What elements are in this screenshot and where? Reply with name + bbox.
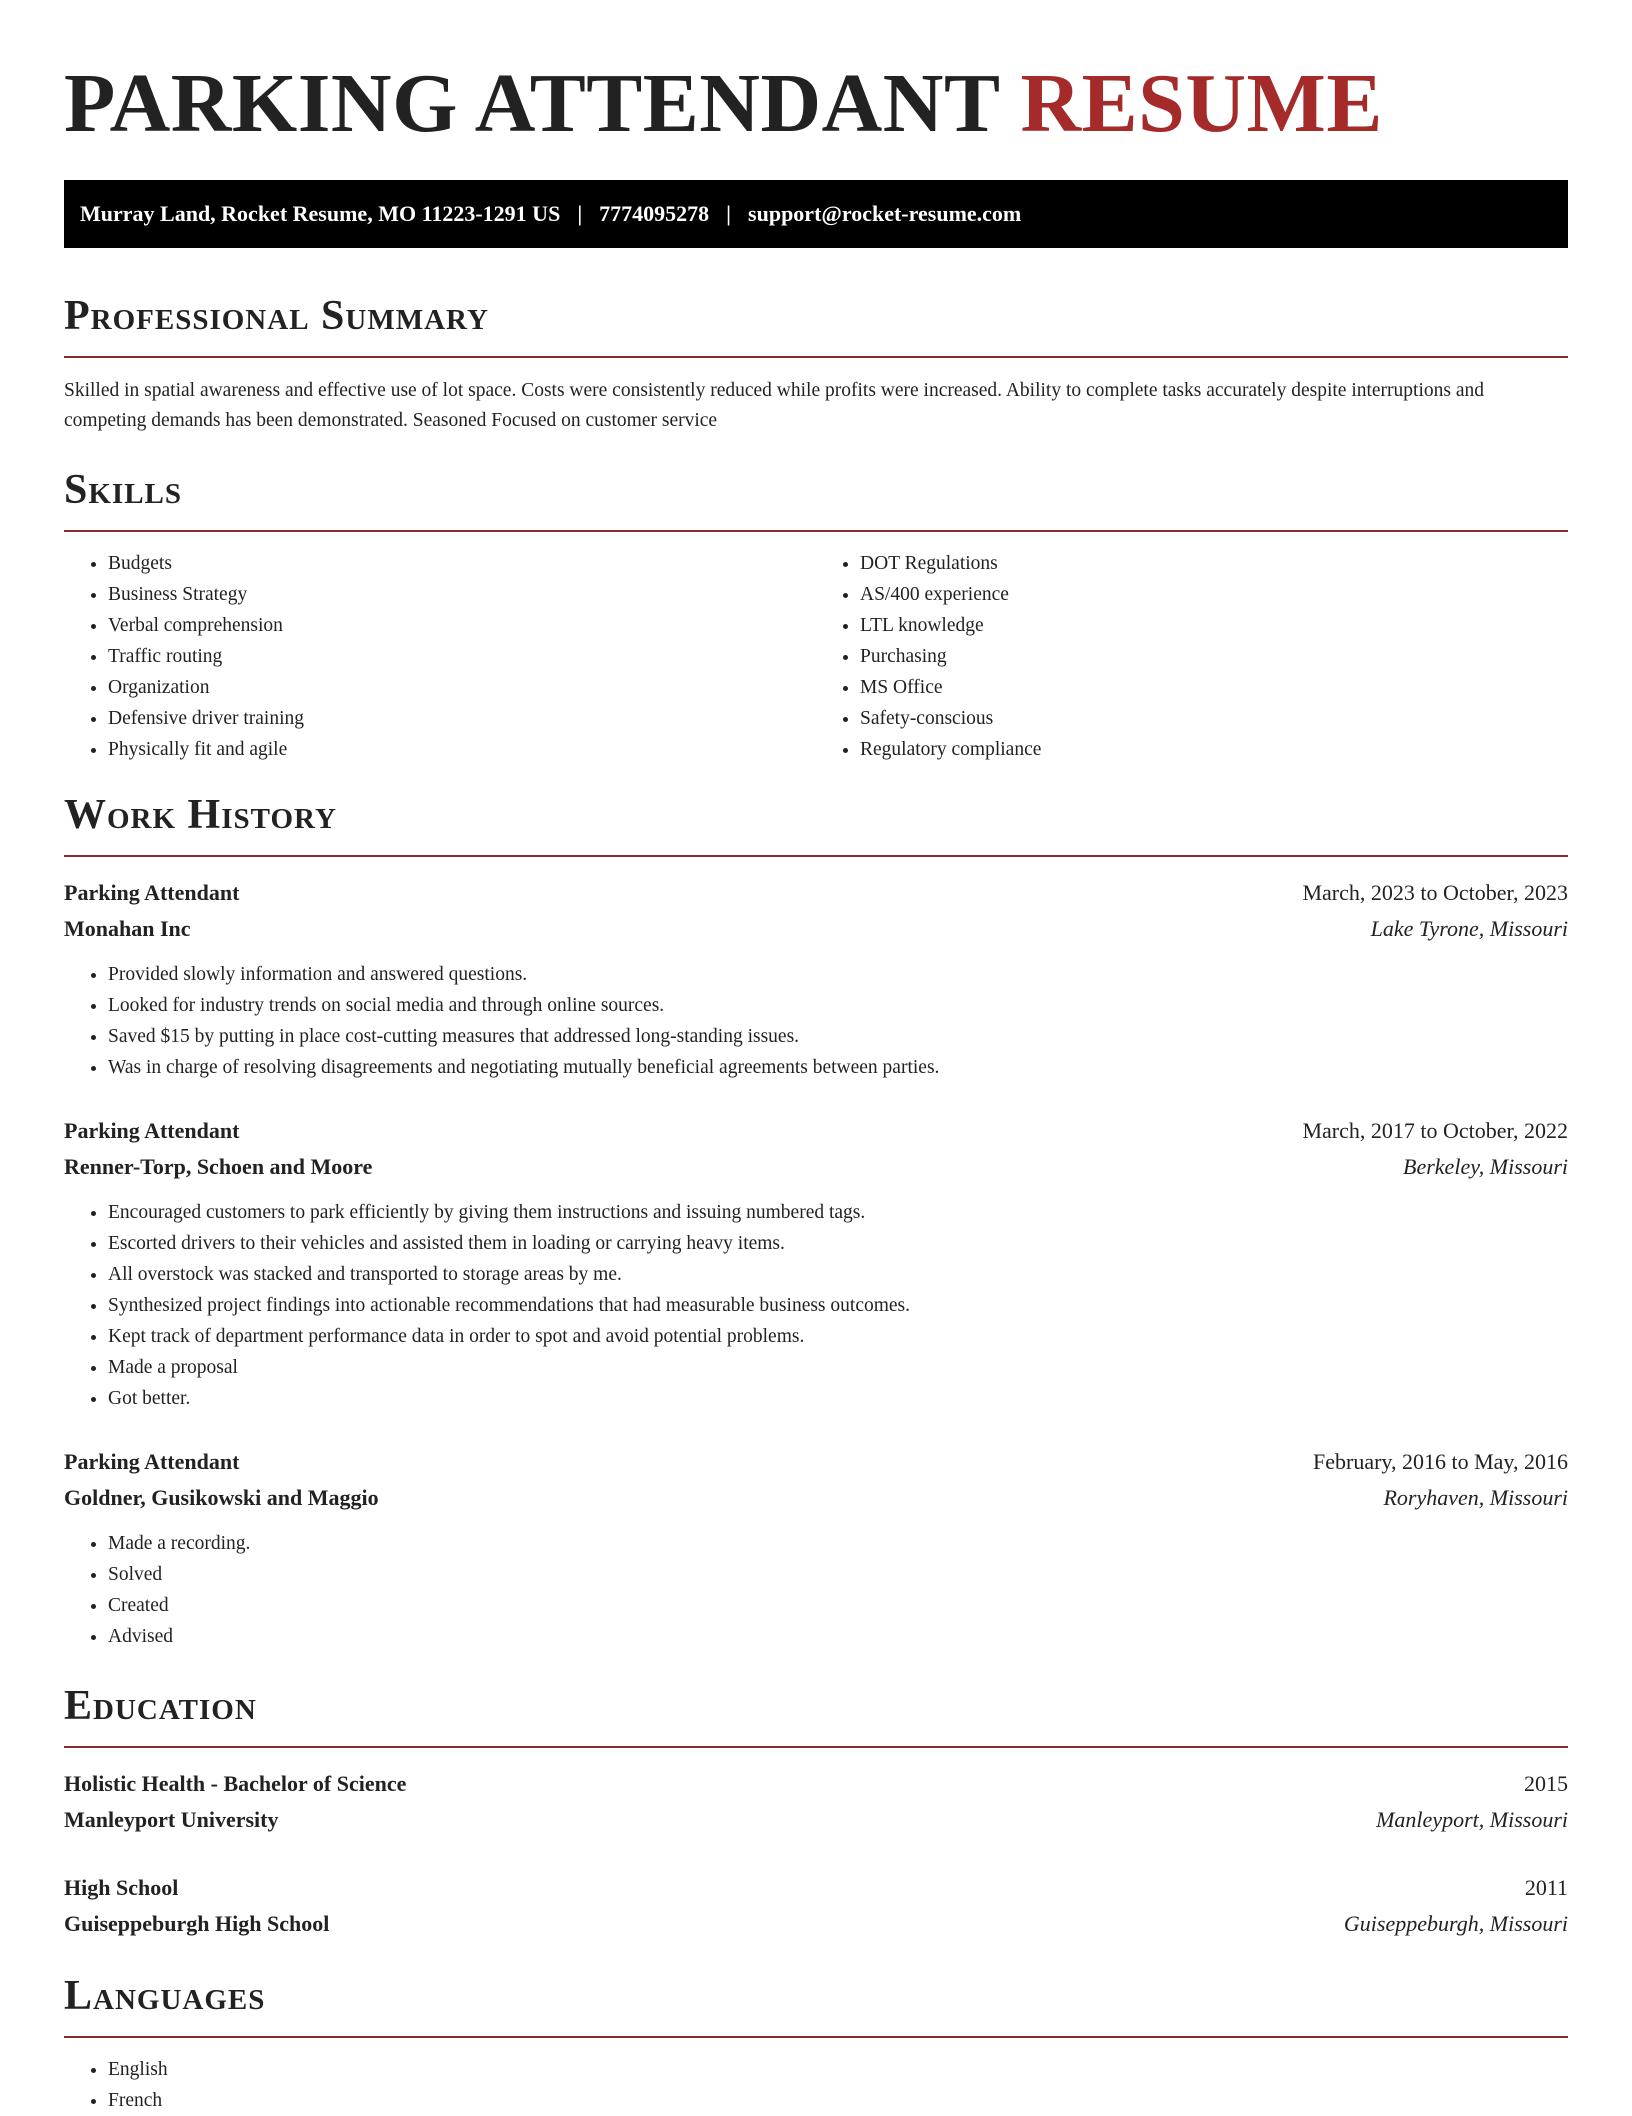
resume-title bbox=[64, 56, 1568, 152]
work-section bbox=[64, 789, 1568, 1652]
job-bullet: • Created bbox=[108, 1590, 1568, 1621]
job-company: Renner-Torp, Schoen and Moore bbox=[64, 1154, 373, 1179]
skill-item: • Organization bbox=[108, 672, 816, 703]
skill-item: • Purchasing bbox=[860, 641, 1568, 672]
skills-list-right bbox=[816, 548, 1568, 765]
summary-section bbox=[64, 290, 1568, 436]
skill-item: • Budgets bbox=[108, 548, 816, 579]
job-dates: March, 2017 to October, 2022 bbox=[1302, 1118, 1568, 1143]
skill-item: • Traffic routing bbox=[108, 641, 816, 672]
job-dates: March, 2023 to October, 2023 bbox=[1302, 880, 1568, 905]
job-bullet: • All overstock was stacked and transported to storage areas by me. bbox=[108, 1259, 1568, 1290]
section-divider bbox=[64, 855, 1568, 857]
job-bullet: • Saved $15 by putting in place cost-cutting measures that addressed long-standing issues. bbox=[108, 1021, 1568, 1052]
skills-list-left bbox=[64, 548, 816, 765]
contact-phone: 7774095278 bbox=[599, 201, 710, 226]
languages-heading: Languages bbox=[64, 1973, 266, 2019]
education-degree: High School bbox=[64, 1875, 179, 1900]
education-degree-row bbox=[64, 1870, 1568, 1906]
education-degree-row bbox=[64, 1766, 1568, 1802]
job-title: Parking Attendant bbox=[64, 1118, 240, 1143]
contact-address: Murray Land, Rocket Resume, MO 11223-1291 US bbox=[80, 201, 561, 226]
job-bullet: • Advised bbox=[108, 1621, 1568, 1652]
job-bullets bbox=[64, 1528, 1568, 1652]
job-company: Monahan Inc bbox=[64, 916, 191, 941]
job-bullet: • Got better. bbox=[108, 1383, 1568, 1414]
skills-section bbox=[64, 464, 1568, 765]
job-bullet: • Looked for industry trends on social media and through online sources. bbox=[108, 990, 1568, 1021]
education-location: Guiseppeburgh, Missouri bbox=[1343, 1911, 1568, 1936]
education-degree: Holistic Health - Bachelor of Science bbox=[64, 1771, 407, 1796]
job-entry bbox=[64, 1444, 1568, 1652]
job-bullet: • Synthesized project findings into actionable recommendations that had measurable business outcomes. bbox=[108, 1290, 1568, 1321]
job-bullet: • Solved bbox=[108, 1559, 1568, 1590]
job-entry bbox=[64, 875, 1568, 1083]
summary-text: Skilled in spatial awareness and effective use of lot space. Costs were consistently reduced while profits were increased. Ability to complete tasks accurately despite interruptions and competing demands has been demonstrated. Seasoned Focused on customer service bbox=[64, 380, 1484, 431]
job-title-row bbox=[64, 875, 1568, 911]
job-bullet: • Encouraged customers to park efficiently by giving them instructions and issuing numbered tags. bbox=[108, 1197, 1568, 1228]
job-dates: February, 2016 to May, 2016 bbox=[1313, 1449, 1568, 1474]
education-section bbox=[64, 1680, 1568, 1942]
job-company-row bbox=[64, 1149, 1568, 1185]
skills-grid bbox=[64, 548, 1568, 765]
title-accent: RESUME bbox=[1020, 57, 1383, 150]
job-bullets bbox=[64, 1197, 1568, 1414]
job-bullet: • Made a proposal bbox=[108, 1352, 1568, 1383]
job-title: Parking Attendant bbox=[64, 880, 240, 905]
contact-email[interactable]: support@rocket-resume.com bbox=[748, 201, 1022, 226]
education-location: Manleyport, Missouri bbox=[1376, 1807, 1568, 1832]
language-item: • English bbox=[108, 2054, 1568, 2085]
job-bullet: • Provided slowly information and answered questions. bbox=[108, 959, 1568, 990]
section-divider bbox=[64, 356, 1568, 358]
education-year: 2011 bbox=[1524, 1875, 1568, 1900]
languages-list bbox=[64, 2054, 1568, 2116]
education-heading: Education bbox=[64, 1683, 257, 1729]
section-divider bbox=[64, 530, 1568, 532]
skill-item: • Safety-conscious bbox=[860, 703, 1568, 734]
section-divider bbox=[64, 1746, 1568, 1748]
job-bullet: • Escorted drivers to their vehicles and assisted them in loading or carrying heavy items. bbox=[108, 1228, 1568, 1259]
job-title-row bbox=[64, 1113, 1568, 1149]
job-bullet: • Made a recording. bbox=[108, 1528, 1568, 1559]
job-bullet: • Kept track of department performance data in order to spot and avoid potential problems. bbox=[108, 1321, 1568, 1352]
education-school-row bbox=[64, 1906, 1568, 1942]
title-main: PARKING ATTENDANT bbox=[64, 57, 999, 150]
section-divider bbox=[64, 2036, 1568, 2038]
job-company-row bbox=[64, 911, 1568, 947]
job-bullets bbox=[64, 959, 1568, 1083]
skill-item: • Defensive driver training bbox=[108, 703, 816, 734]
skill-item: • Business Strategy bbox=[108, 579, 816, 610]
contact-separator: | bbox=[577, 201, 583, 226]
contact-separator: | bbox=[726, 201, 732, 226]
job-location: Lake Tyrone, Missouri bbox=[1370, 916, 1568, 941]
job-company-row bbox=[64, 1480, 1568, 1516]
skill-item: • MS Office bbox=[860, 672, 1568, 703]
education-school: Manleyport University bbox=[64, 1807, 279, 1832]
language-item: • French bbox=[108, 2085, 1568, 2116]
job-title-row bbox=[64, 1444, 1568, 1480]
job-title: Parking Attendant bbox=[64, 1449, 240, 1474]
skill-item: • Verbal comprehension bbox=[108, 610, 816, 641]
skill-item: • DOT Regulations bbox=[860, 548, 1568, 579]
languages-section bbox=[64, 1970, 1568, 2116]
summary-heading: Professional Summary bbox=[64, 293, 489, 339]
job-bullet: • Was in charge of resolving disagreements and negotiating mutually beneficial agreements between parties. bbox=[108, 1052, 1568, 1083]
job-location: Berkeley, Missouri bbox=[1403, 1154, 1568, 1179]
education-school-row bbox=[64, 1802, 1568, 1838]
skill-item: • LTL knowledge bbox=[860, 610, 1568, 641]
education-entry bbox=[64, 1766, 1568, 1838]
education-school: Guiseppeburgh High School bbox=[64, 1911, 330, 1936]
skills-heading: Skills bbox=[64, 467, 183, 513]
skill-item: • Physically fit and agile bbox=[108, 734, 816, 765]
work-heading: Work History bbox=[64, 792, 337, 838]
job-company: Goldner, Gusikowski and Maggio bbox=[64, 1485, 379, 1510]
job-entry bbox=[64, 1113, 1568, 1414]
skill-item: • Regulatory compliance bbox=[860, 734, 1568, 765]
skill-item: • AS/400 experience bbox=[860, 579, 1568, 610]
job-location: Roryhaven, Missouri bbox=[1383, 1485, 1568, 1510]
education-year: 2015 bbox=[1524, 1771, 1568, 1796]
education-entry bbox=[64, 1870, 1568, 1942]
contact-bar bbox=[64, 180, 1568, 248]
